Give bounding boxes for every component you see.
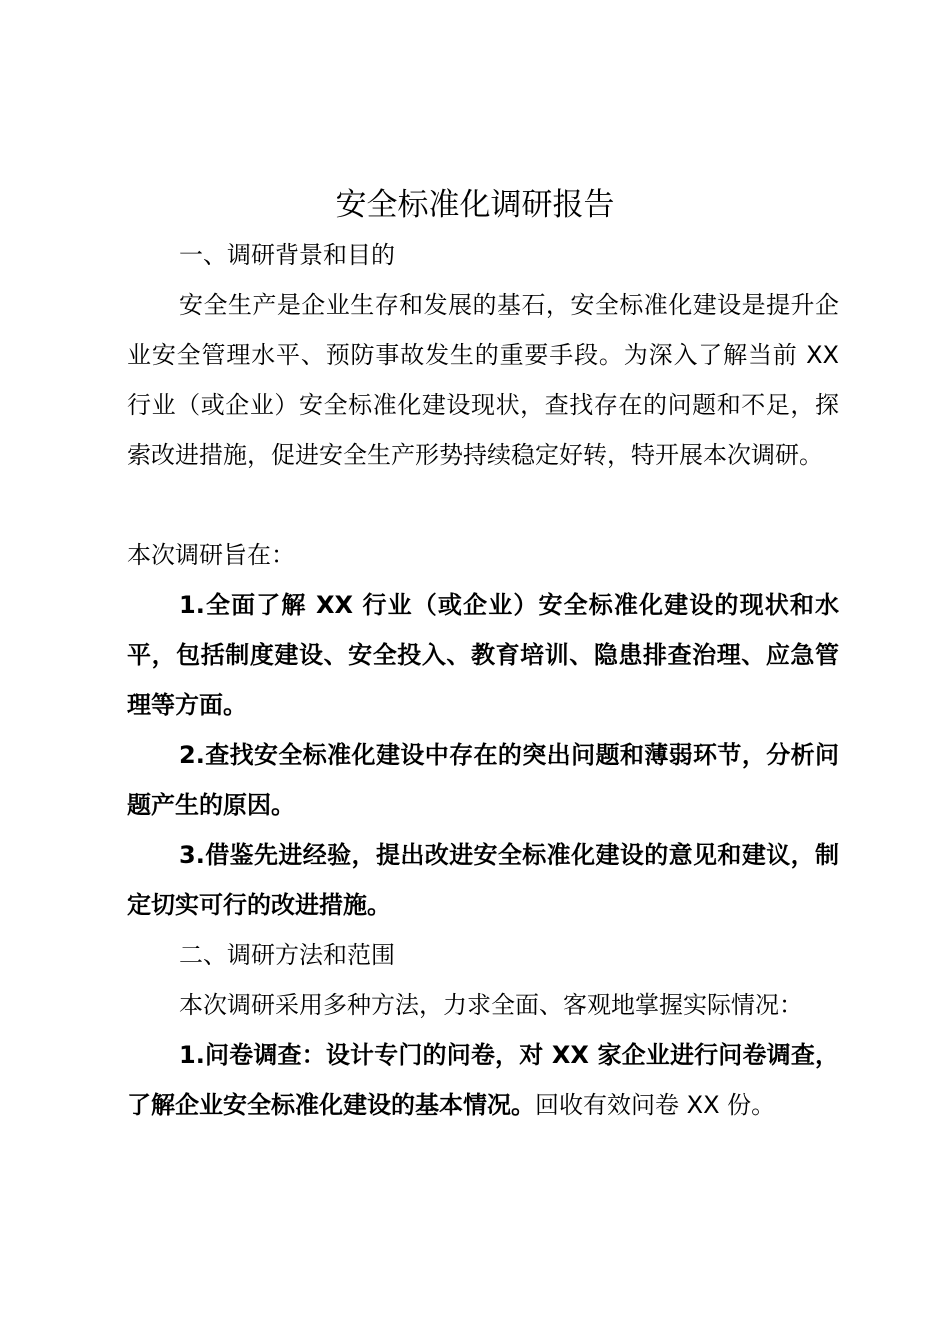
intro-paragraph: 安全生产是企业生存和发展的基石，安全标准化建设是提升企业安全管理水平、预防事故发生的重要手段。为深入了解当前 XX 行业（或企业）安全标准化建设现状，查找存在的问题和不足，探索改进措施，促进安全生产形势持续稳定好转，特开展本次调研。 xyxy=(127,291,839,469)
aim-item-2: 2.查找安全标准化建设中存在的突出问题和薄弱环节，分析问题产生的原因。 xyxy=(127,741,839,819)
method-item-1-normal: 回收有效问卷 XX 份。 xyxy=(535,1091,776,1119)
method-item-1-bold: 1.问卷调查：设计专门的问卷，对 XX 家企业进行问卷调查，了解企业安全标准化建设的基本情况。 xyxy=(127,1041,839,1119)
methods-intro: 本次调研采用多种方法，力求全面、客观地掌握实际情况： xyxy=(179,991,803,1019)
section-heading-methods: 二、调研方法和范围 xyxy=(179,941,395,969)
aims-label: 本次调研旨在： xyxy=(127,541,295,569)
aim-item-3: 3.借鉴先进经验，提出改进安全标准化建设的意见和建议，制定切实可行的改进措施。 xyxy=(127,841,839,919)
document-title: 安全标准化调研报告 xyxy=(335,187,615,223)
aim-item-1: 1.全面了解 XX 行业（或企业）安全标准化建设的现状和水平，包括制度建设、安全投入、教育培训、隐患排查治理、应急管理等方面。 xyxy=(127,591,839,719)
section-heading-background: 一、调研背景和目的 xyxy=(179,241,395,269)
method-item-1 xyxy=(127,1030,839,1130)
